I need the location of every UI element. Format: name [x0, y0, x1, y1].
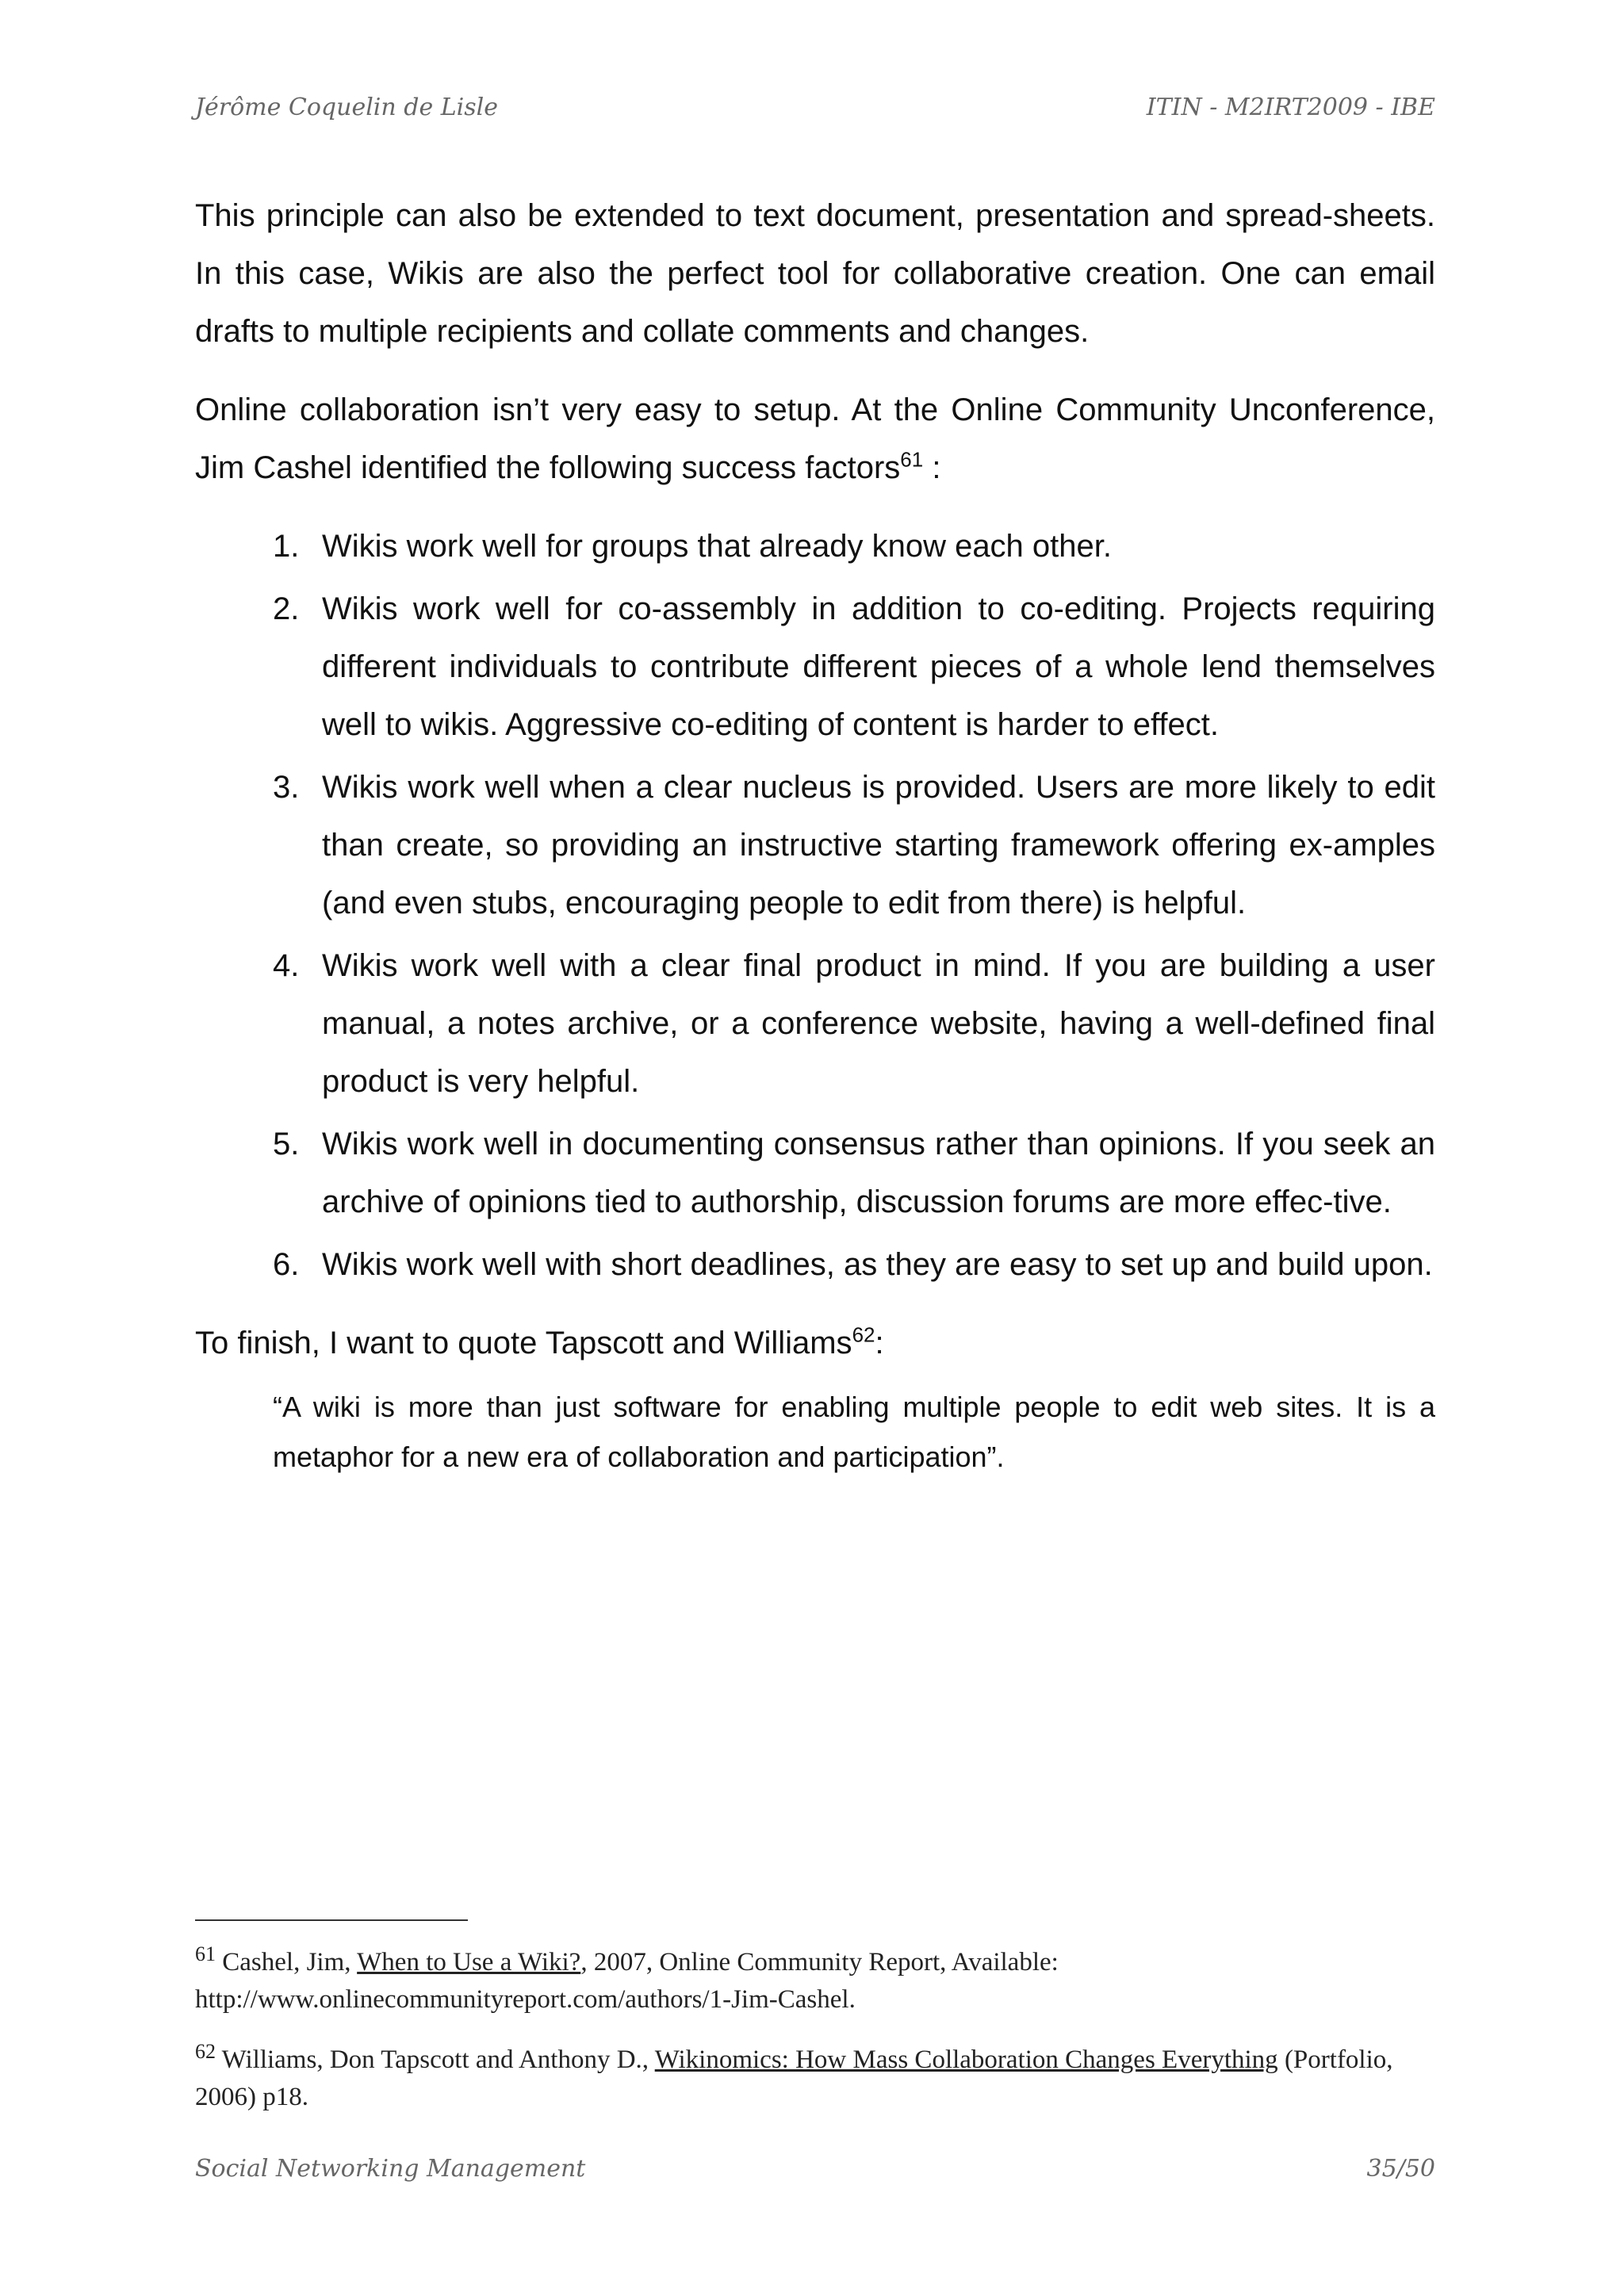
list-item-text: Wikis work well in documenting consensus rather than opinions. If you seek an archive of opinions tied to authorship, discussion forums are more effec-tive.	[322, 1127, 1435, 1219]
footnote-number: 62	[195, 2040, 216, 2063]
list-item-text: Wikis work well with a clear final product in mind. If you are building a user manual, a notes archive, or a conference website, having a well-defined final product is very helpful.	[322, 948, 1435, 1099]
list-item	[195, 1236, 1435, 1294]
paragraph-success-factors	[195, 381, 1435, 497]
footnote-title-link[interactable]: When to Use a Wiki?	[357, 1948, 581, 1976]
footnote-62	[195, 2042, 1435, 2116]
list-item-number: 5.	[273, 1127, 300, 1161]
page-number: 35/50	[1366, 2155, 1435, 2183]
list-item-number: 1.	[273, 529, 300, 564]
paragraph-quote-intro	[195, 1314, 1435, 1372]
list-item	[195, 759, 1435, 932]
list-item-number: 4.	[273, 948, 300, 983]
list-item-text: Wikis work well with short deadlines, as they are easy to set up and build upon.	[322, 1247, 1433, 1282]
footnote-ref-62[interactable]: 62	[852, 1322, 875, 1347]
footer-title: Social Networking Management	[195, 2155, 586, 2183]
footnote-title-link[interactable]: Wikinomics: How Mass Collaboration Changes Everything	[654, 2045, 1278, 2074]
list-item-text: Wikis work well for co-assembly in addition to co-editing. Projects requiring different individuals to contribute different pieces of a whole lend themselves well to wikis. Aggressive co-editing of content is harder to effect.	[322, 591, 1435, 742]
block-quote: “A wiki is more than just software for enabling multiple people to edit web sites. It is a metaphor for a new era of collaboration and participation”.	[273, 1391, 1435, 1473]
footnote-ref-61[interactable]: 61	[900, 447, 924, 472]
footnote-lead: Cashel, Jim,	[222, 1948, 358, 1976]
footnote-divider	[195, 1919, 468, 1921]
list-item	[195, 1115, 1435, 1231]
header-course: ITIN - M2IRT2009 - IBE	[1146, 94, 1435, 121]
footnote-rest: , 2007, Online Community Report, Available: http://www.onlinecommunityreport.com/authors/1-Jim-Cashel.	[195, 1948, 1059, 2014]
list-item-number: 6.	[273, 1247, 300, 1282]
list-item-number: 3.	[273, 770, 300, 805]
list-item-text: Wikis work well when a clear nucleus is provided. Users are more likely to edit than create, so providing an instructive starting framework offering ex-amples (and even stubs, encouraging people to edit from there) is helpful.	[322, 770, 1435, 920]
list-item	[195, 580, 1435, 754]
success-factors-list	[195, 518, 1435, 1294]
list-item-number: 2.	[273, 591, 300, 626]
list-item-text: Wikis work well for groups that already know each other.	[322, 529, 1112, 564]
paragraph-success-factors-text: Online collaboration isn’t very easy to setup. At the Online Community Unconference, Jim Cashel identified the following success factors	[195, 392, 1435, 485]
footnote-rest: (Portfolio, 2006) p18.	[195, 2045, 1393, 2111]
footnote-number: 61	[195, 1942, 216, 1965]
list-item	[195, 937, 1435, 1111]
footnote-61	[195, 1944, 1435, 2019]
paragraph-quote-intro-tail: :	[875, 1326, 884, 1360]
paragraph-principle: This principle can also be extended to text document, presentation and spread-sheets. In this case, Wikis are also the perfect tool for collaborative creation. One can email drafts to multiple recipients and collate comments and changes.	[195, 198, 1435, 349]
paragraph-quote-intro-text: To finish, I want to quote Tapscott and Williams	[195, 1326, 852, 1360]
footnote-lead: Williams, Don Tapscott and Anthony D.,	[221, 2045, 655, 2074]
header-author: Jérôme Coquelin de Lisle	[195, 94, 499, 121]
list-item	[195, 518, 1435, 576]
paragraph-success-factors-tail: :	[923, 450, 941, 485]
body-text	[195, 187, 1435, 1482]
